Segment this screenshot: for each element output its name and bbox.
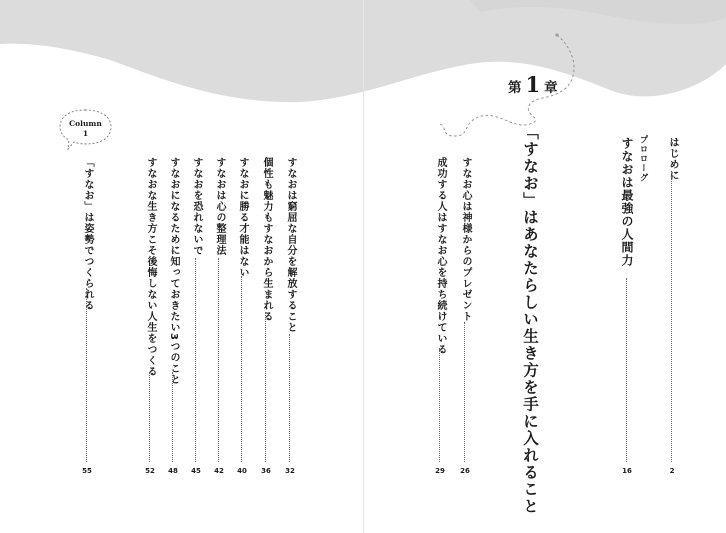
toc-entry-title: 成功する人はすなお心を持ち続けている xyxy=(435,157,446,355)
toc-entry-title: 「すなお」は姿勢でつくられる xyxy=(82,157,93,311)
toc-entry-section[interactable] xyxy=(256,0,276,480)
chapter-label-post: 章 xyxy=(544,80,558,96)
toc-entry-page: 45 xyxy=(191,467,201,475)
toc-entry-title: すなおに勝る才能はない xyxy=(237,157,248,278)
toc-leader xyxy=(439,348,440,462)
chapter-label-pre: 第 xyxy=(508,80,522,96)
page-gutter xyxy=(363,0,364,533)
toc-leader xyxy=(172,372,173,462)
toc-entry-title: すなおを恐れないで xyxy=(191,157,202,256)
toc-entry-page: 16 xyxy=(622,467,632,475)
toc-entry-page: 26 xyxy=(460,467,470,475)
toc-entry-page: 32 xyxy=(285,467,295,475)
toc-entry-section[interactable] xyxy=(430,0,450,480)
toc-entry-section[interactable] xyxy=(163,0,183,480)
toc-entry-title: すなおは窮屈な自分を解放すること xyxy=(285,157,296,333)
toc-entry-section[interactable] xyxy=(455,0,475,480)
column-label: Column xyxy=(69,119,102,128)
toc-entry-page: 2 xyxy=(669,467,675,475)
toc-entry-page: 42 xyxy=(214,467,224,475)
toc-entry-section[interactable] xyxy=(186,0,206,480)
toc-entry-title: すなおな生き方こそ後悔しない人生をつくる xyxy=(145,157,156,377)
toc-leader xyxy=(289,334,290,462)
chapter-title-column[interactable] xyxy=(520,0,540,515)
toc-entry-prologue[interactable] xyxy=(617,0,637,480)
toc-leader xyxy=(241,276,242,462)
toc-leader xyxy=(195,258,196,462)
toc-leader xyxy=(218,258,219,462)
chapter-title: 「すなお」はあなたらしい生き方を手に入れること xyxy=(521,124,539,515)
toc-entry-title: すなおは最強の人間力 xyxy=(620,137,634,267)
toc-entry-hajimeni[interactable] xyxy=(662,0,682,480)
toc-entry-subtitle: プロローグ xyxy=(638,135,648,183)
toc-entry-title: すなおになるために知っておきたい3つのこと xyxy=(168,157,179,385)
chapter-number: 1 xyxy=(525,72,541,97)
toc-leader xyxy=(86,288,87,462)
toc-entry-page: 55 xyxy=(82,467,92,475)
toc-leader xyxy=(149,372,150,462)
toc-entry-page: 40 xyxy=(237,467,247,475)
toc-entry-title: すなおは心の整理法 xyxy=(214,157,225,256)
toc-entry-section[interactable] xyxy=(232,0,252,480)
toc-entry-column[interactable] xyxy=(77,0,97,480)
toc-entry-page: 52 xyxy=(145,467,155,475)
toc-entry-section[interactable] xyxy=(140,0,160,480)
toc-entry-section[interactable] xyxy=(209,0,229,480)
toc-entry-title: はじめに xyxy=(667,137,678,181)
toc-leader xyxy=(626,278,627,462)
toc-entry-title: すなお心は神様からのプレゼント xyxy=(460,157,471,322)
toc-entry-title: 個性も魅力もすなおから生まれる xyxy=(261,157,272,322)
toc-entry-page: 29 xyxy=(435,467,445,475)
toc-leader xyxy=(265,312,266,462)
column-number: 1 xyxy=(82,129,89,138)
toc-entry-page: 36 xyxy=(261,467,271,475)
toc-entry-page: 48 xyxy=(168,467,178,475)
toc-entry-section[interactable] xyxy=(280,0,300,480)
toc-leader xyxy=(671,176,672,462)
toc-leader xyxy=(464,322,465,462)
